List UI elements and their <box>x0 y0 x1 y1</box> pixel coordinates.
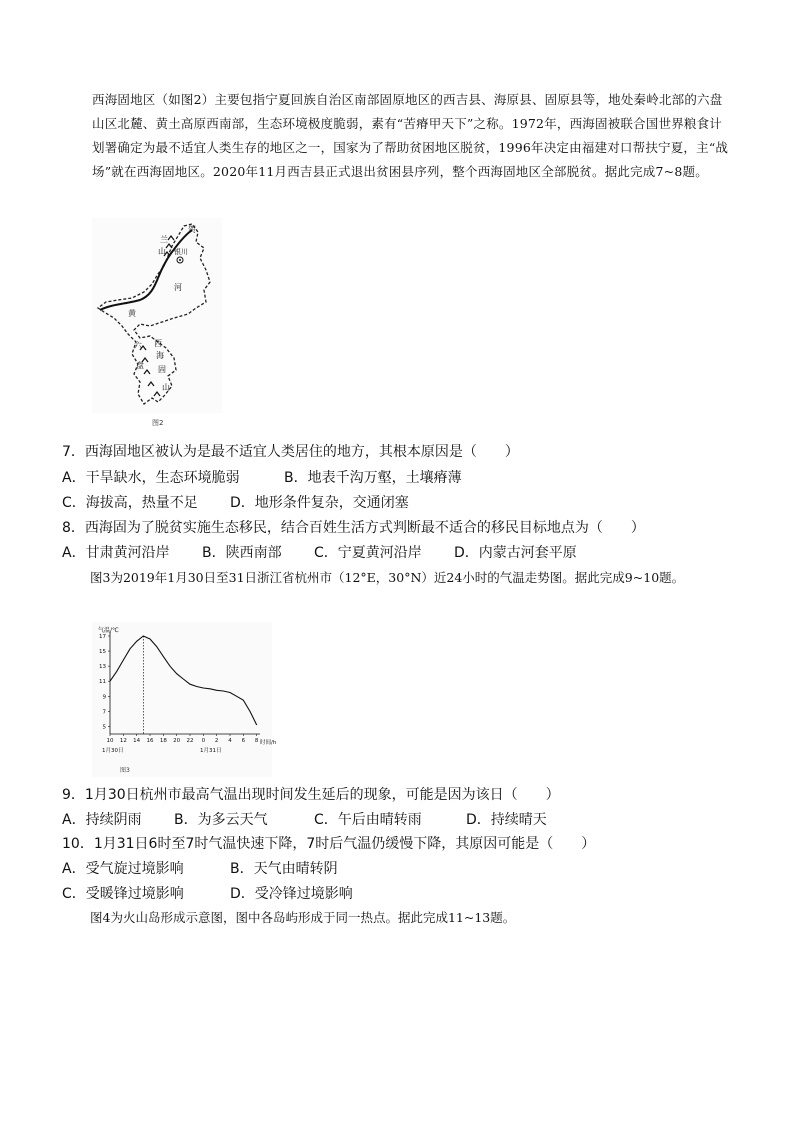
chart-ylabel: 气温/℃ <box>98 627 119 634</box>
q8-option-a[interactable]: A．甘肃黄河沿岸 <box>62 545 170 561</box>
chart-x-tick-label: 20 <box>173 738 181 744</box>
chart-xlabel: 时间/h <box>260 740 277 746</box>
map-label-lan: 兰 <box>160 235 168 244</box>
chart-x-tick-label: 4 <box>228 738 232 744</box>
map-label-hai: 海 <box>156 351 164 360</box>
map-label-shan: 山 <box>158 247 166 256</box>
question-9-stem: 9．1月30日杭州市最高气温出现时间发生延后的现象，可能是因为该日（ ） <box>62 787 560 803</box>
q9-option-c[interactable]: C．午后由晴转雨 <box>314 812 422 828</box>
chart-x-tick-label: 18 <box>159 738 167 744</box>
chart-x-tick-label: 2 <box>214 738 219 744</box>
chart-y-tick-label: 7 <box>102 709 106 716</box>
map-label-xi: 西 <box>154 339 162 348</box>
q7-option-d[interactable]: D．地形条件复杂，交通闭塞 <box>230 495 409 511</box>
question-10-options-row1 <box>62 859 338 879</box>
map-label-shan2: 山 <box>162 383 170 392</box>
question-7-options-row1 <box>62 468 462 488</box>
question-8-options <box>62 543 577 563</box>
map-label-he: 贺 <box>188 225 196 234</box>
chart-x-tick-label: 6 <box>241 738 246 744</box>
question-9-options <box>62 810 547 830</box>
map-label-river-he: 河 <box>174 283 182 292</box>
q7-option-b[interactable]: B．地表千沟万壑，土壤瘠薄 <box>284 470 462 486</box>
chart-date-label-2: 1月31日 <box>200 748 222 754</box>
passage-xihaigu: 西海固地区（如图2）主要包指宁夏回族自治区南部固原地区的西吉县、海原县、固原县等，地处秦岭北部的六盘山区北麓、黄土高原西南部，生态环境极度脆弱，素有“苦瘠甲天下”之称。1972年，西海固被联合国世界粮食计划署确定为最不适宜人类生存的地区之一，国家为了帮助贫困地区脱贫，1996年决定由福建对口帮扶宁夏，主“战场”就在西海固地区。2020年11月西吉县正式退出贫困县序列，整个西海固地区全部脱贫。据此完成7~8题。 <box>92 92 729 179</box>
q7-option-a[interactable]: A．干旱缺水，生态环境脆弱 <box>62 470 240 486</box>
chart-date-label-1: 1月30日 <box>102 748 124 754</box>
passage-volcanic-island: 图4为火山岛形成示意图，图中各岛屿形成于同一热点。据此完成11~13题。 <box>90 910 516 925</box>
passage-hangzhou-temp: 图3为2019年1月30日至31日浙江省杭州市（12°E，30°N）近24小时的气温走势图。据此完成9~10题。 <box>90 570 685 585</box>
question-7-options-row2 <box>62 493 409 513</box>
chart-y-tick-label: 11 <box>99 679 106 686</box>
chart-x-tick-label: 14 <box>133 738 141 744</box>
chart-y-tick-label: 5 <box>102 724 106 731</box>
chart-x-tick-label: 0 <box>201 738 206 744</box>
q9-option-b[interactable]: B．为多云天气 <box>174 812 268 828</box>
chart-y-tick-label: 17 <box>99 634 106 640</box>
chart-y-tick-label: 9 <box>102 694 106 701</box>
question-7-stem: 7．西海固地区被认为是最不适宜人类居住的地方，其根本原因是（ ） <box>62 444 519 460</box>
q9-option-d[interactable]: D．持续晴天 <box>466 812 547 828</box>
chart-x-tick-label: 12 <box>119 738 127 744</box>
q10-option-a[interactable]: A．受气旋过境影响 <box>62 861 184 877</box>
q10-option-b[interactable]: B．天气由晴转阴 <box>230 861 338 877</box>
chart-x-tick-label: 22 <box>186 738 194 744</box>
map-label-yinchuan: 银川 <box>174 248 188 256</box>
chart-x-tick-label: 16 <box>146 738 154 744</box>
map-figure-2 <box>92 218 222 433</box>
map-label-gu: 固 <box>158 365 166 374</box>
map-label-river-huang: 黄 <box>128 309 136 318</box>
chart-x-tick-label: 10 <box>106 738 114 744</box>
chart-caption: 图3 <box>120 767 130 774</box>
chart-x-tick-label: 8 <box>254 738 259 744</box>
question-10-options-row2 <box>62 884 353 904</box>
question-10-stem: 10．1月31日6时至7时气温快速下降，7时后气温仍缓慢下降，其原因可能是（ ） <box>62 836 596 852</box>
q8-option-b[interactable]: B．陕西南部 <box>202 545 282 561</box>
question-8-stem: 8．西海固为了脱贫实施生态移民，结合百姓生活方式判断最不适合的移民目标地点为（ ） <box>62 520 645 536</box>
q10-option-d[interactable]: D．受冷锋过境影响 <box>230 886 353 902</box>
map-label-liu: 六 <box>134 341 142 350</box>
map-caption: 图2 <box>152 419 164 427</box>
chart-y-tick-label: 13 <box>99 664 106 671</box>
chart-y-tick-label: 15 <box>99 649 106 656</box>
q8-option-c[interactable]: C．宁夏黄河沿岸 <box>314 545 422 561</box>
temperature-chart-figure-3 <box>92 622 277 777</box>
q9-option-a[interactable]: A．持续阴雨 <box>62 812 142 828</box>
q7-option-c[interactable]: C．海拔高，热量不足 <box>62 495 198 511</box>
q10-option-c[interactable]: C．受暖锋过境影响 <box>62 886 184 902</box>
q8-option-d[interactable]: D．内蒙古河套平原 <box>454 545 577 561</box>
map-label-pan: 盘 <box>136 361 144 370</box>
